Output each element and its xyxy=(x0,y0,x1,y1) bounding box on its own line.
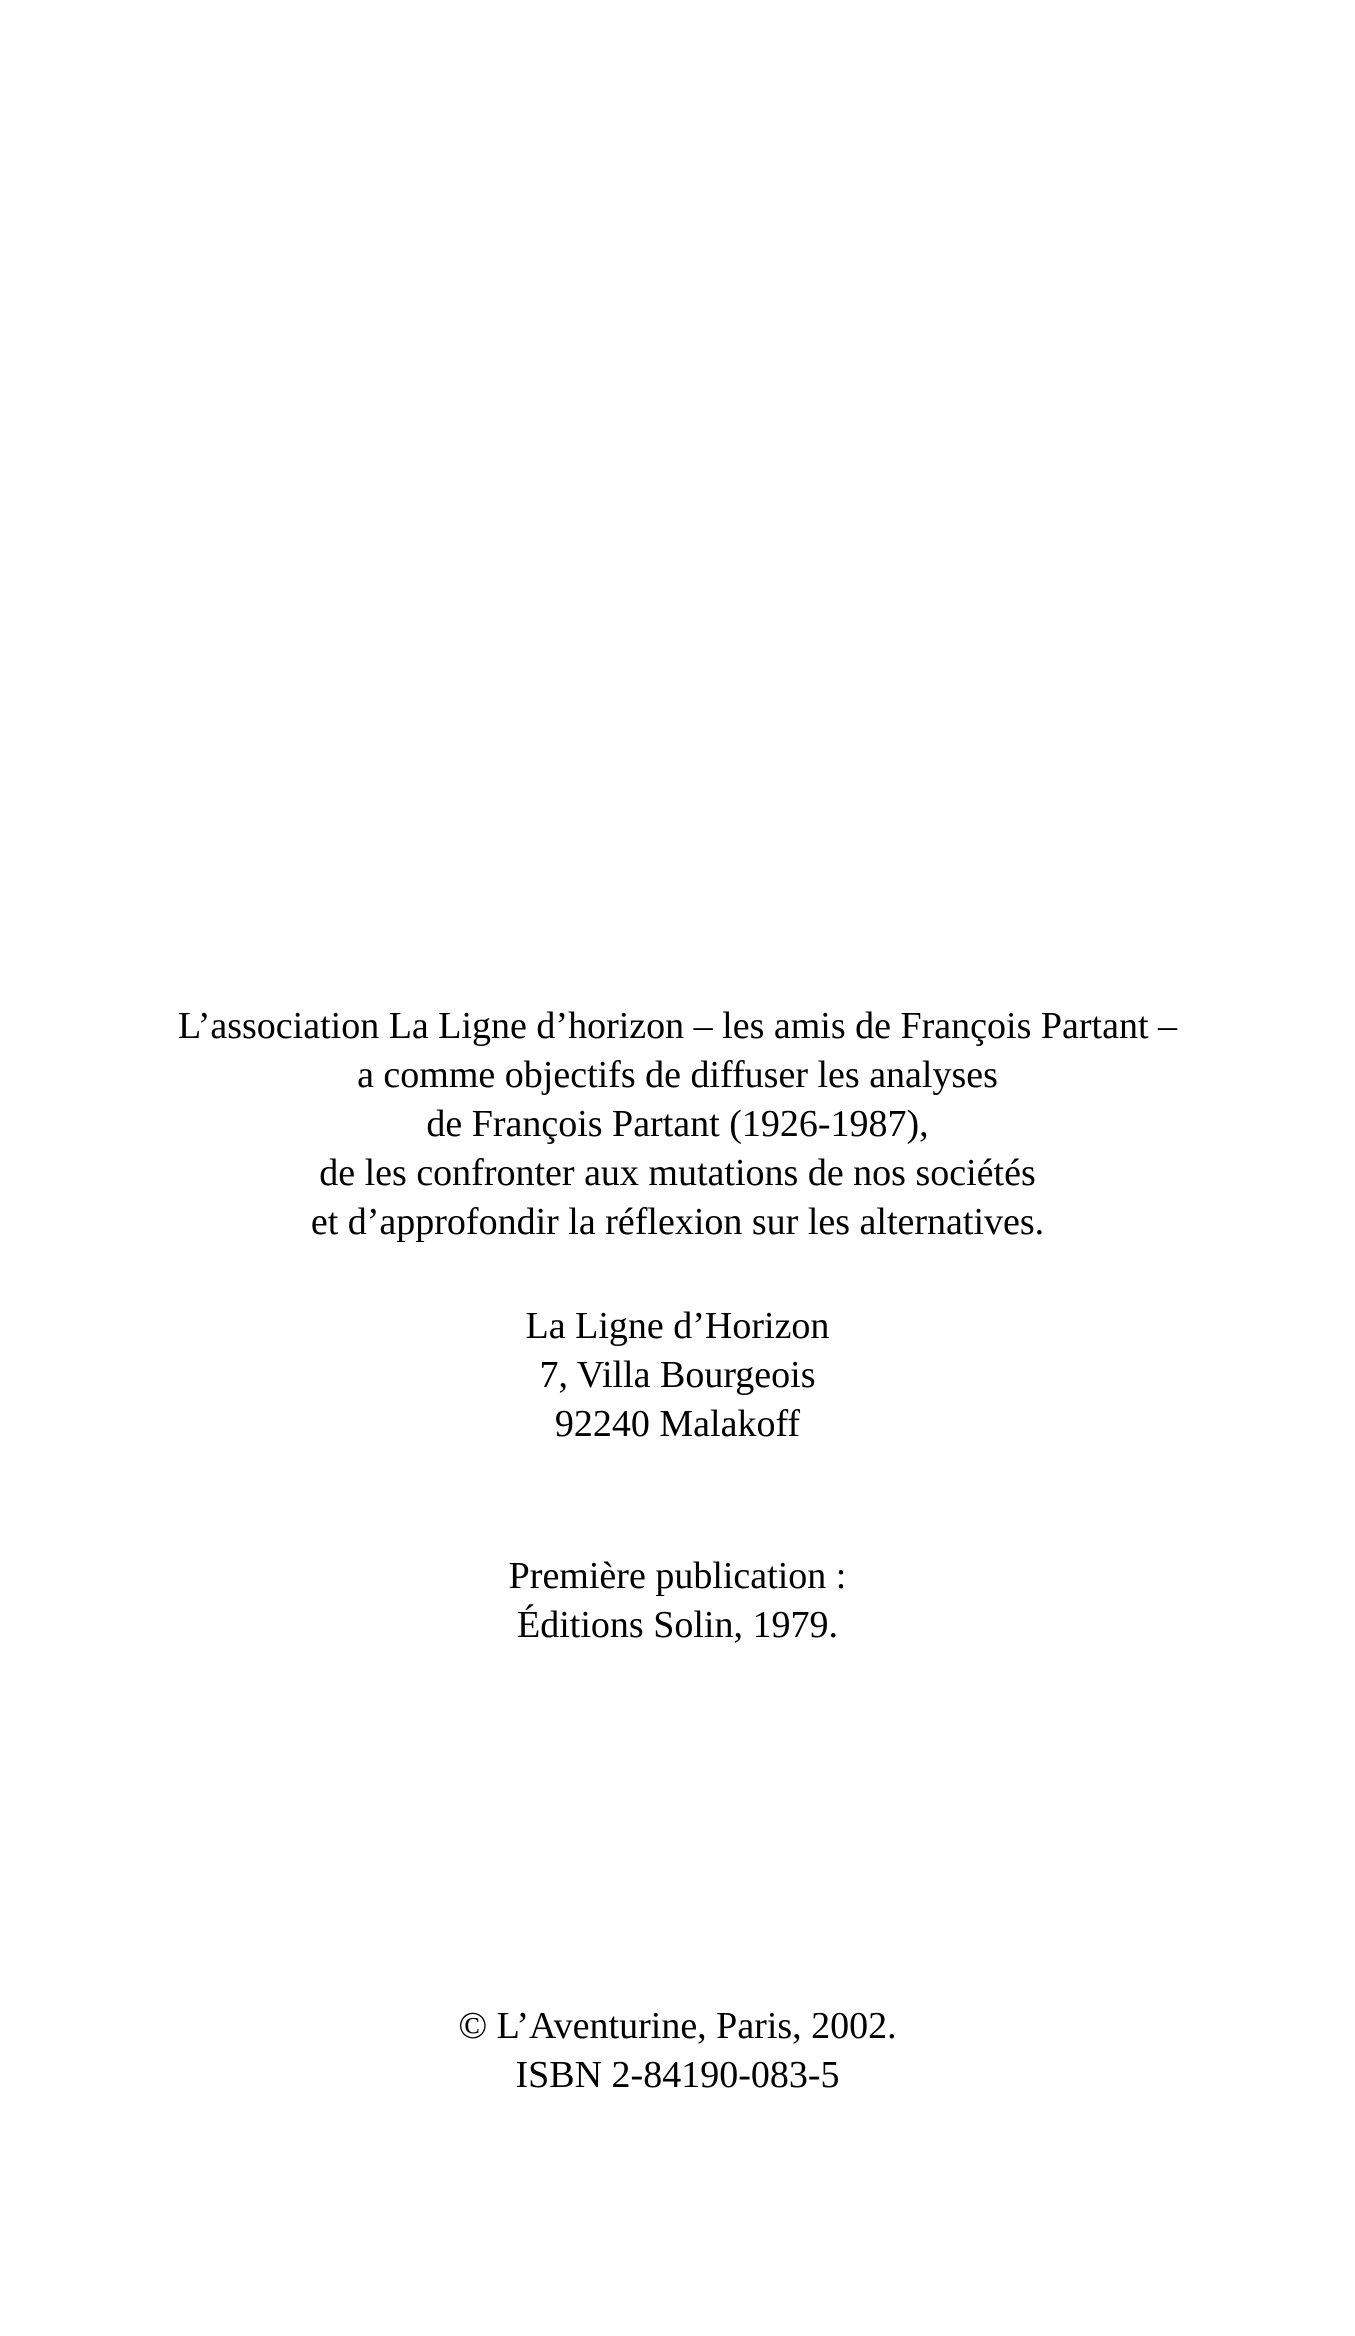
postal-address xyxy=(0,1302,1355,1449)
association-line: de François Partant (1926-1987), xyxy=(426,1103,929,1145)
association-description xyxy=(0,1002,1355,1247)
publication-publisher: Éditions Solin, 1979. xyxy=(517,1604,838,1646)
copyright-notice xyxy=(0,2002,1355,2100)
association-line: de les confronter aux mutations de nos sociétés xyxy=(319,1152,1036,1194)
first-publication xyxy=(0,1552,1355,1650)
address-name: La Ligne d’Horizon xyxy=(525,1305,830,1347)
publication-label: Première publication : xyxy=(508,1555,847,1597)
association-line: et d’approfondir la réflexion sur les alternatives. xyxy=(310,1201,1045,1243)
association-line: L’association La Ligne d’horizon – les amis de François Partant – xyxy=(177,1005,1178,1047)
address-street: 7, Villa Bourgeois xyxy=(539,1354,816,1396)
copyright-line: © L’Aventurine, Paris, 2002. xyxy=(458,2005,897,2047)
address-city: 92240 Malakoff xyxy=(554,1403,801,1445)
isbn-line: ISBN 2-84190-083-5 xyxy=(515,2054,840,2096)
association-line: a comme objectifs de diffuser les analyses xyxy=(357,1054,998,1096)
